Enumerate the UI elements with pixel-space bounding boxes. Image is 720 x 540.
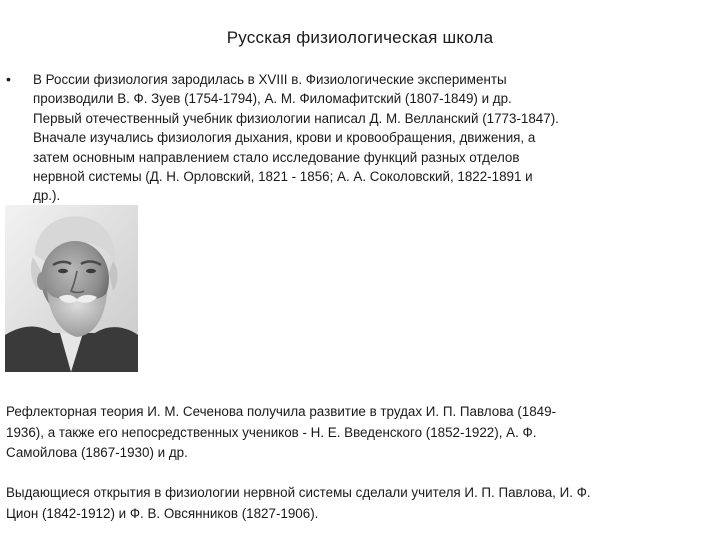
portrait-photo [5, 205, 138, 372]
slide-title: Русская физиологическая школа [226, 28, 494, 47]
bullet-marker: • [6, 71, 11, 87]
paragraph-reflex-theory: Рефлекторная теория И. М. Сеченова получила развитие в трудах И. П. Павлова (1849- 1936), а также его непосредственных учеников - Н. Е. Введенского (1852-1922), А. Ф. Самойлова (1867-1930) и др. [6, 404, 557, 460]
bullet-text: В России физиология зародилась в XVIII в. Физиологические эксперименты производили В. Ф. Зуев (1754-1794), А. М. Филомафитский (1807-1849) и др. Первый отечественный учебник физиологии написал Д. М. Велланский (1773-1847). Вначале изучались физиология дыхания, крови и кровообращения, движения, а затем основным направлением стало исследование функций разных отделов нервной системы (Д. Н. Орловский, 1821 - 1856; А. А. Соколовский, 1822-1891 и др.). [33, 72, 559, 204]
body-text [6, 382, 718, 524]
paragraph-discoveries: Выдающиеся открытия в физиологии нервной системы сделали учителя И. П. Павлова, И. Ф. Цион (1842-1912) и Ф. В. Овсянников (1827-1906). [6, 485, 591, 521]
